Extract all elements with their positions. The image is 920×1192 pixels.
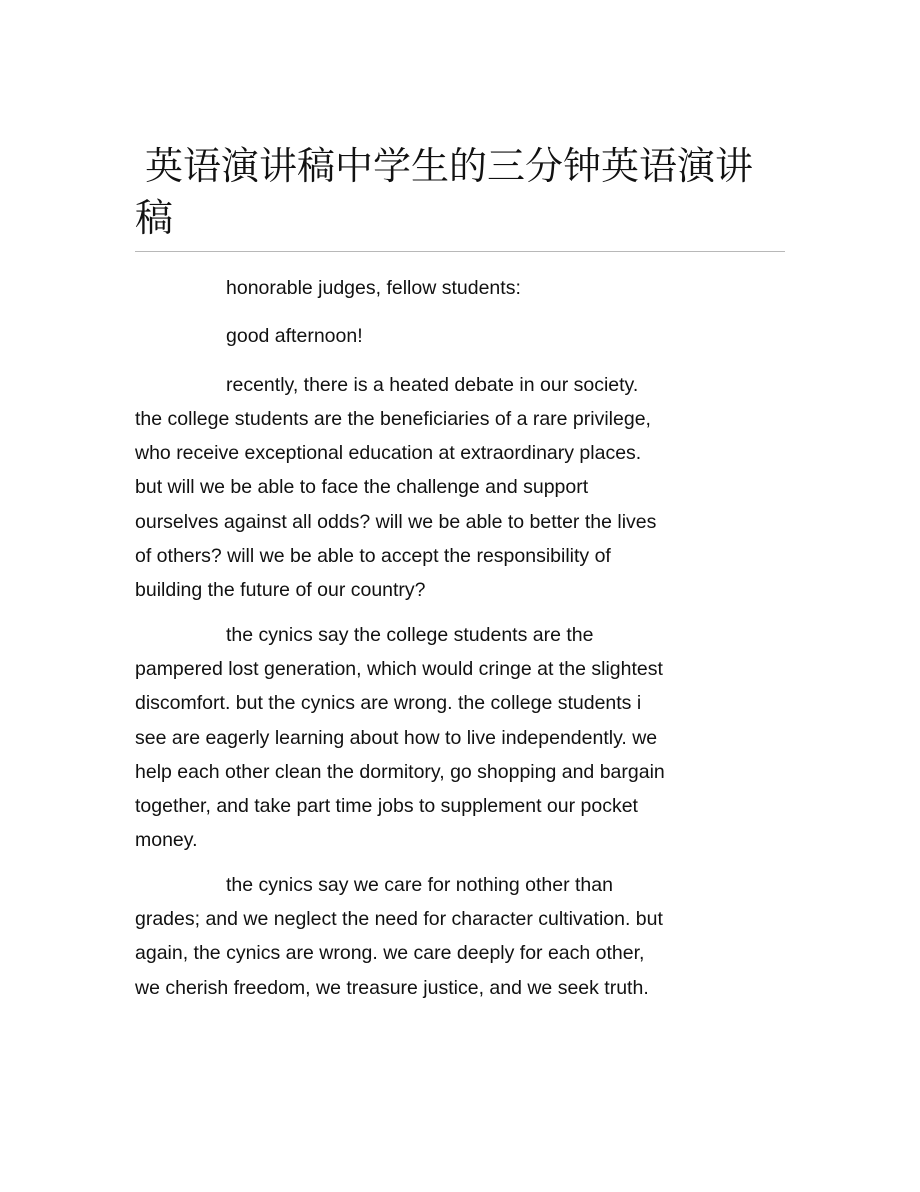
title-divider	[135, 251, 785, 252]
document-title: 英语演讲稿中学生的三分钟英语演讲稿	[135, 144, 754, 240]
paragraph-greeting: good afternoon!	[226, 325, 363, 348]
paragraph: the cynics say we care for nothing other than grades; and we neglect the need for character cultivation. but again, the cynics are wrong. we care deeply for each other, we cherish freedom, we treasure justice, and we seek truth.	[135, 873, 663, 999]
paragraph-salutation: honorable judges, fellow students:	[226, 277, 521, 299]
document-body	[135, 271, 665, 1015]
paragraph: recently, there is a heated debate in our society. the college students are the beneficiaries of a rare privilege, who receive exceptional education at extraordinary places. but will we be able to face the challenge and support ourselves against all odds? will we be able to better the lives of others? will we be able to accept the responsibility of building the future of our country?	[135, 373, 657, 602]
paragraph: the cynics say the college students are the pampered lost generation, which would cringe at the slightest discomfort. but the cynics are wrong. the college students i see are eagerly learning about how to live independently. we help each other clean the dormitory, go shopping and bargain together, and take part time jobs to supplement our pocket money.	[135, 623, 665, 852]
